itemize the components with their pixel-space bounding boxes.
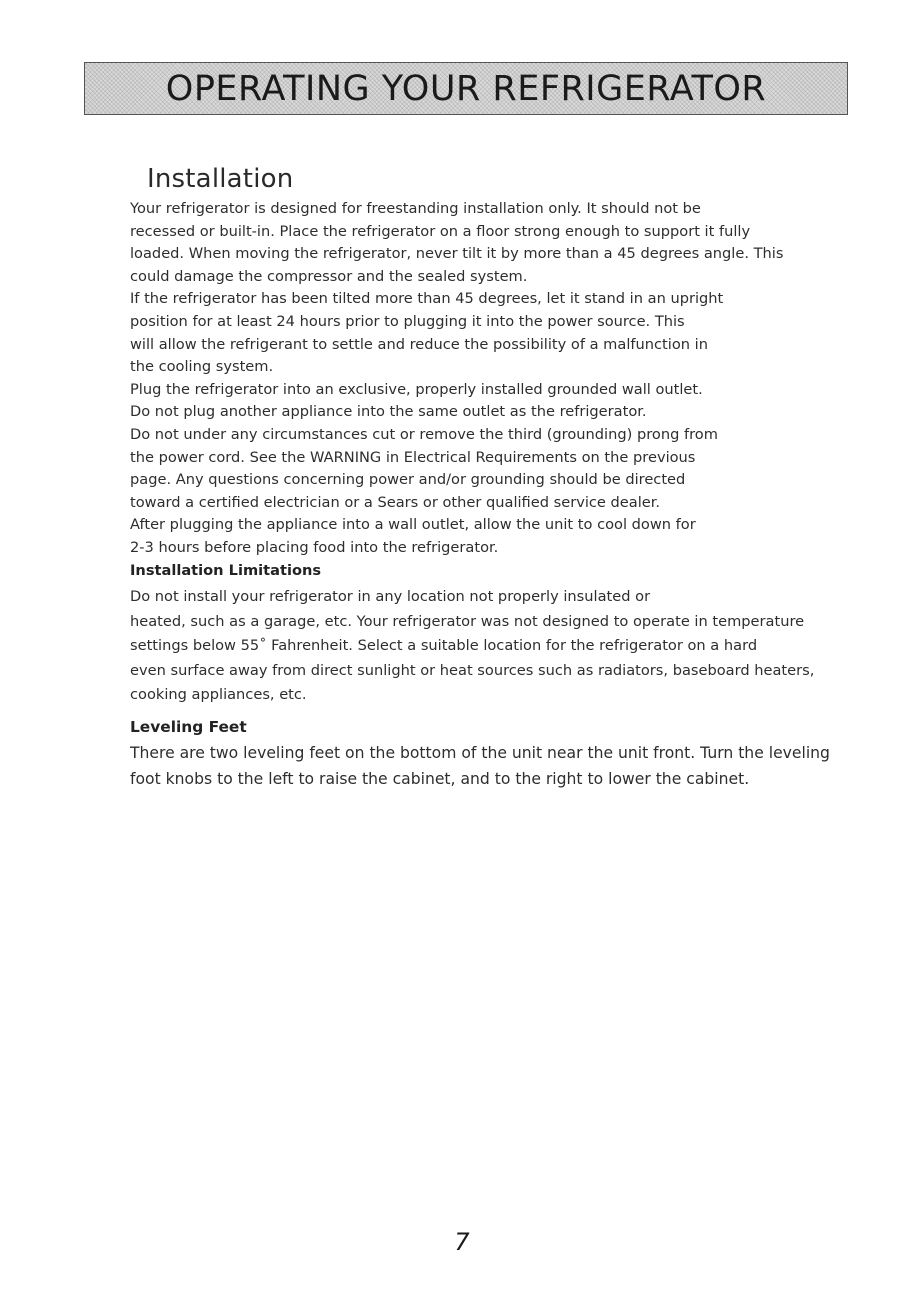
leveling-feet-body	[130, 740, 860, 792]
installation-line: page. Any questions concerning power and/or grounding should be directed	[130, 471, 686, 489]
installation-line: could damage the compressor and the sealed system.	[130, 267, 528, 285]
limitations-line: Do not install your refrigerator in any location not properly insulated or	[130, 588, 651, 606]
page-number: 7	[454, 1228, 470, 1256]
leveling-feet-line: foot knobs to the left to raise the cabinet, and to the right to lower the cabinet.	[130, 770, 750, 789]
installation-limitations-heading: Installation Limitations	[130, 561, 322, 579]
installation-line: recessed or built-in. Place the refrigerator on a floor strong enough to support it fully	[130, 222, 751, 240]
banner-title: OPERATING YOUR REFRIGERATOR	[165, 68, 767, 109]
installation-line: 2-3 hours before placing food into the refrigerator.	[130, 538, 499, 556]
installation-line: Plug the refrigerator into an exclusive, properly installed grounded wall outlet.	[130, 380, 703, 398]
installation-line: will allow the refrigerant to settle and reduce the possibility of a malfunction in	[130, 335, 708, 353]
installation-line: loaded. When moving the refrigerator, never tilt it by more than a 45 degrees angle. This	[130, 245, 784, 263]
installation-line: toward a certified electrician or a Sears or other qualified service dealer.	[130, 493, 661, 511]
installation-line: After plugging the appliance into a wall outlet, allow the unit to cool down for	[130, 516, 696, 534]
limitations-line: cooking appliances, etc.	[130, 686, 307, 704]
section-banner	[84, 62, 848, 115]
installation-line: position for at least 24 hours prior to plugging it into the power source. This	[130, 312, 685, 330]
installation-limitations-body	[130, 585, 860, 708]
installation-heading: Installation	[147, 164, 294, 194]
limitations-line: settings below 55˚ Fahrenheit. Select a suitable location for the refrigerator on a hard	[130, 637, 758, 655]
limitations-line: even surface away from direct sunlight or heat sources such as radiators, baseboard heaters,	[130, 661, 815, 679]
leveling-feet-heading: Leveling Feet	[130, 718, 247, 737]
installation-line: the cooling system.	[130, 358, 274, 376]
body-text	[130, 198, 860, 792]
leveling-feet-line: There are two leveling feet on the bottom of the unit near the unit front. Turn the leveling	[130, 744, 830, 763]
installation-line: Do not under any circumstances cut or remove the third (grounding) prong from	[130, 425, 718, 443]
installation-body	[130, 198, 860, 560]
limitations-line: heated, such as a garage, etc. Your refrigerator was not designed to operate in temperature	[130, 612, 805, 630]
installation-line: the power cord. See the WARNING in Electrical Requirements on the previous	[130, 448, 696, 466]
installation-line: If the refrigerator has been tilted more than 45 degrees, let it stand in an upright	[130, 290, 724, 308]
installation-line: Your refrigerator is designed for freestanding installation only. It should not be	[130, 200, 701, 217]
installation-line: Do not plug another appliance into the same outlet as the refrigerator.	[130, 403, 647, 421]
